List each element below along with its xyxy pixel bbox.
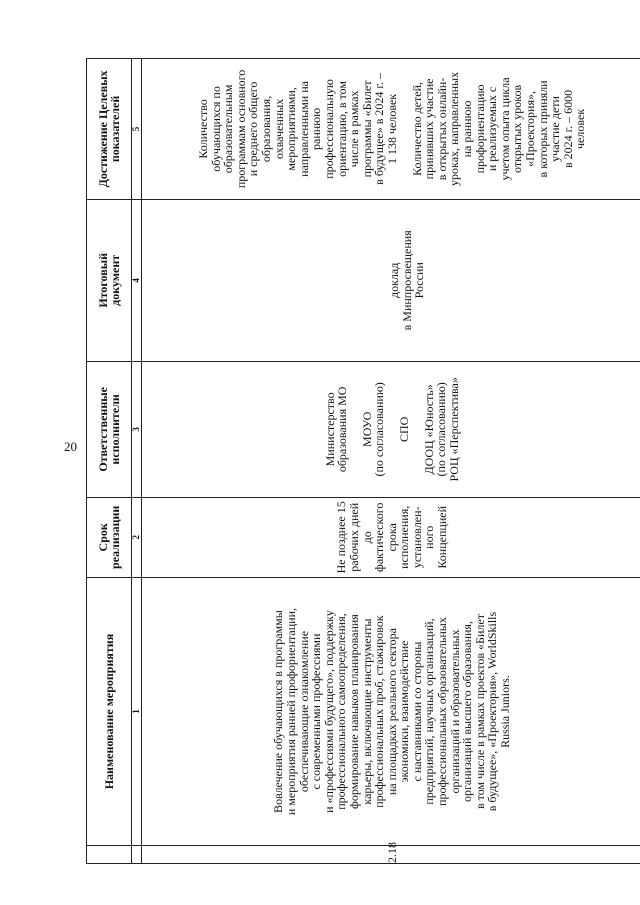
events-table bbox=[86, 58, 640, 864]
column-number-row bbox=[132, 59, 142, 864]
rotated-page-content bbox=[86, 58, 600, 864]
deadline-cell: Не позднее 15 рабочих дней до фактического срока исполнения, установлен- ного Концепцией bbox=[142, 497, 640, 577]
row-number: 2.18 bbox=[142, 846, 640, 864]
header-responsible: Ответственные исполнители bbox=[87, 361, 132, 497]
page-number: 20 bbox=[64, 439, 77, 454]
header-event-name: Наименование мероприятия bbox=[87, 577, 132, 846]
column-number: 4 bbox=[132, 199, 142, 361]
responsible-cell: Министерство образования МО МОУО (по согласованию) СПО ДООЦ «Юность» (по согласованию) РОЦ «Перспектива» bbox=[142, 361, 640, 497]
header-document: Итоговый документ bbox=[87, 199, 132, 361]
report-document-cell: доклад в Минпросвещения России bbox=[142, 199, 640, 361]
header-deadline: Срок реализации bbox=[87, 497, 132, 577]
column-number bbox=[132, 846, 142, 864]
column-number: 2 bbox=[132, 497, 142, 577]
table-row bbox=[142, 59, 640, 864]
header-index bbox=[87, 846, 132, 864]
table-header-row bbox=[87, 59, 132, 864]
event-description: Вовлечение обучающихся в программы и мероприятия ранней профориентации, обеспечивающие ознакомление с современными профессиями и «профессиями будущего», поддержку профессионального самоопределения, формирование навыков планирования карьеры, включающие инструменты профессиональных проб, стажировок на площадках реального сектора экономики, взаимодействие с наставниками со стороны предприятий, научных организаций, профессиональных образовательных организаций и образовательных организаций высшего образования, в том числе в рамках проектов «Билет в будущее», «Проектория», WorldSkills Russia Juniors. bbox=[142, 577, 640, 846]
header-targets: Достижение Целевых показателей bbox=[87, 59, 132, 200]
targets-cell: Количество обучающихся по образовательным программам основного и среднего общего образования, охваченных мероприятиями, направленными на раннюю профессиональную ориентацию, в том числе в рамках программы «Билет в будущее» в 2024 г. – 1 138 человек Количество детей, принявших участие в открытых онлайн- уроках, направленных на раннюю профориентацию и реализуемых с учетом опыта цикла открытых уроков «Проектория», в которых приняли участие дети в 2024 г. – 6000 человек bbox=[142, 59, 640, 200]
column-number: 3 bbox=[132, 361, 142, 497]
column-number: 1 bbox=[132, 577, 142, 846]
column-number: 5 bbox=[132, 59, 142, 200]
